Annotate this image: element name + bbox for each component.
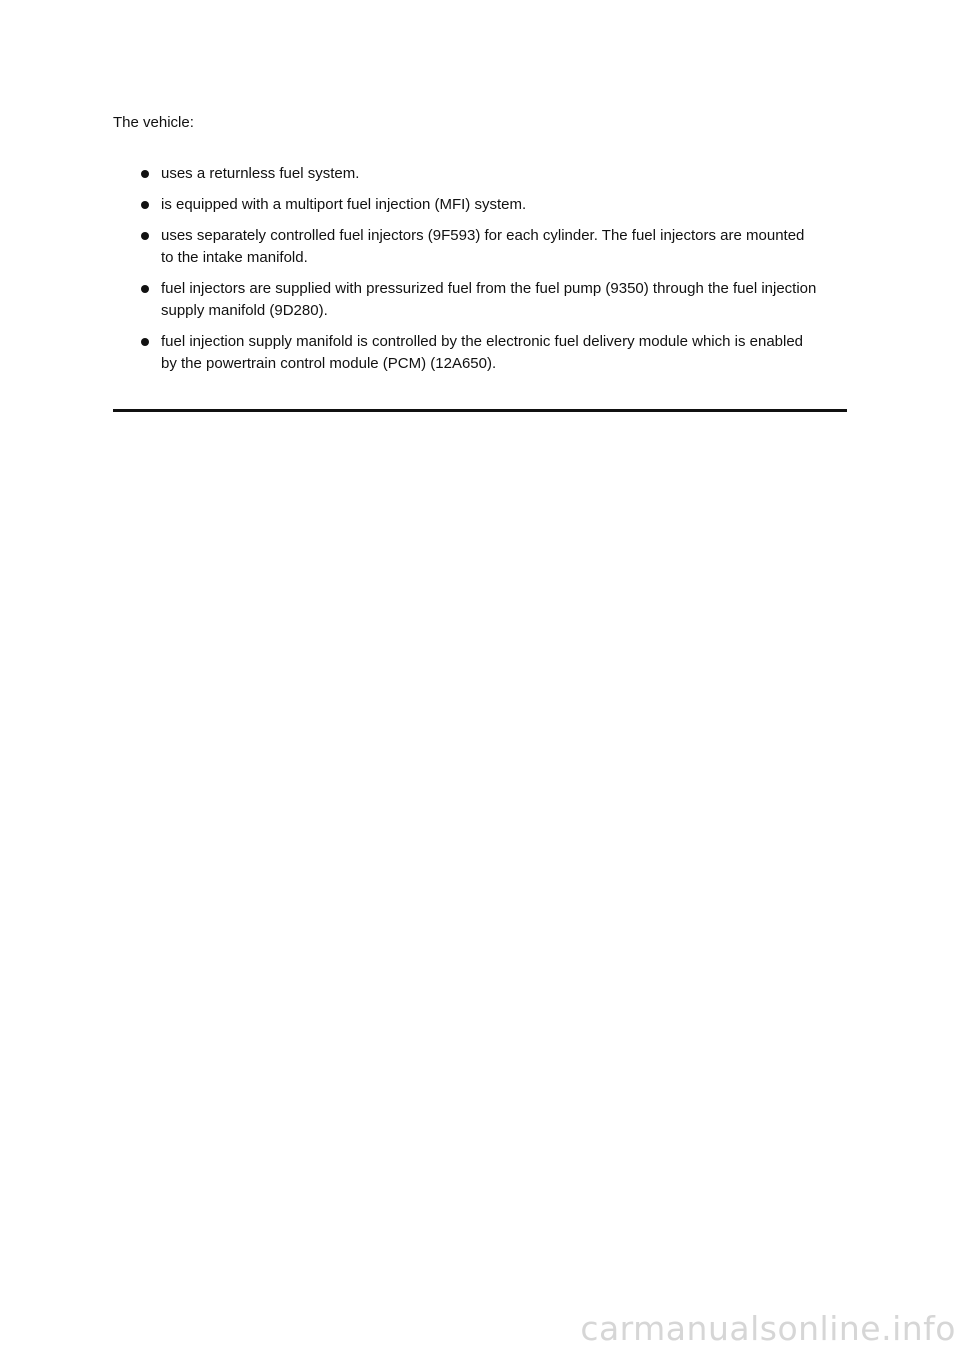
bullet-dot-icon (141, 170, 149, 178)
list-item-text: fuel injection supply manifold is controlled by the electronic fuel delivery module which is enabled by the powertrain control module (PCM) (12A650). (161, 333, 804, 372)
bullet-dot-icon (141, 232, 149, 240)
list-item (138, 278, 818, 322)
list-item (138, 331, 818, 375)
list-item (138, 163, 818, 185)
list-item (138, 194, 818, 216)
bullet-dot-icon (141, 285, 149, 293)
section-divider (113, 409, 847, 412)
list-item-text: uses a returnless fuel system. (161, 165, 360, 182)
list-item-text: fuel injectors are supplied with pressurized fuel from the fuel pump (9350) through the fuel injection supply manifold (9D280). (161, 280, 817, 319)
intro-text: The vehicle: (113, 114, 194, 131)
list-item (138, 225, 818, 269)
watermark-text: carmanualsonline.info (580, 1309, 956, 1348)
bullet-dot-icon (141, 201, 149, 209)
list-item-text: is equipped with a multiport fuel injection (MFI) system. (161, 196, 527, 213)
bullet-list (138, 163, 818, 384)
bullet-dot-icon (141, 338, 149, 346)
list-item-text: uses separately controlled fuel injectors (9F593) for each cylinder. The fuel injectors are mounted to the intake manifold. (161, 227, 805, 266)
